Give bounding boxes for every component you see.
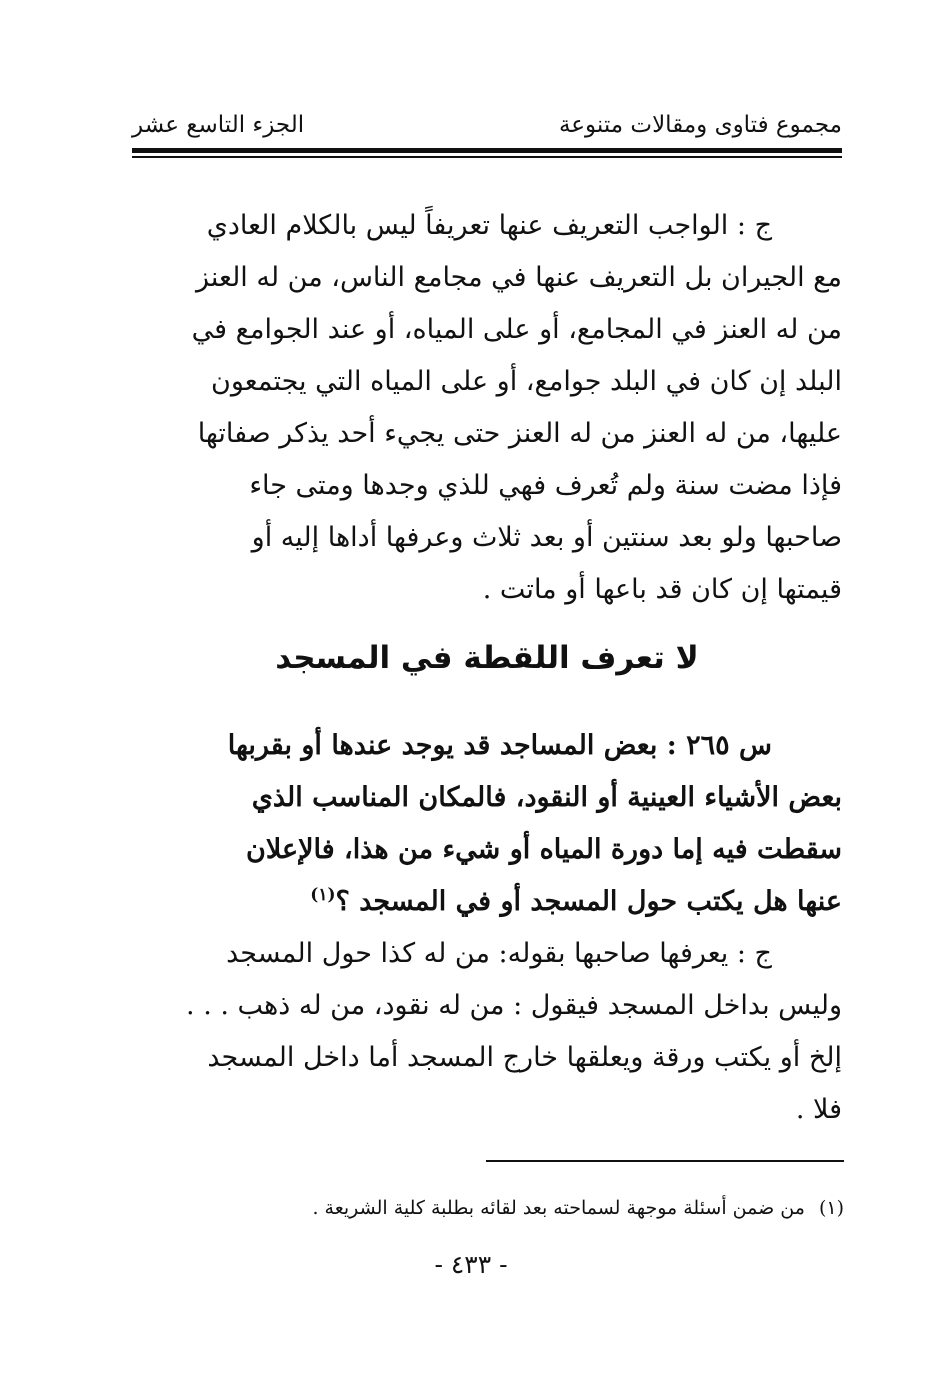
section-heading: لا تعرف اللقطة في المسجد — [275, 640, 699, 676]
page-number: - ٤٣٣ - — [434, 1250, 508, 1279]
footnote-number: (١) — [818, 1197, 844, 1219]
text-line: وليس بداخل المسجد فيقول : من له نقود، من له ذهب . . . — [186, 990, 842, 1021]
text-line: ج : يعرفها صاحبها بقوله: من له كذا حول المسجد — [226, 938, 772, 969]
text-line: من له العنز في المجامع، أو على المياه، أو عند الجوامع في — [191, 314, 842, 345]
book-title: مجموع فتاوى ومقالات متنوعة — [558, 112, 842, 138]
text-line: فلا . — [795, 1094, 842, 1125]
text-line: البلد إن كان في البلد جوامع، أو على المياه التي يجتمعون — [211, 366, 842, 397]
text-segment: عنها هل يكتب حول المسجد أو في المسجد ؟ — [335, 886, 842, 917]
text-line: مع الجيران بل التعريف عنها في مجامع الناس، من له العنز — [196, 262, 842, 293]
running-header — [132, 108, 842, 144]
header-rule-thick — [132, 148, 842, 153]
text-line: قيمتها إن كان قد باعها أو ماتت . — [482, 574, 842, 605]
text-line: بعض الأشياء العينية أو النقود، فالمكان المناسب الذي — [251, 782, 842, 813]
footnote-reference: (١) — [310, 885, 336, 905]
text-line: س ٢٦٥ : بعض المساجد قد يوجد عندها أو بقربها — [227, 730, 772, 761]
footnote — [132, 1192, 844, 1224]
text-line: صاحبها ولو بعد سنتين أو بعد ثلاث وعرفها أداها إليه أو — [251, 522, 842, 553]
text-line: ج : الواجب التعريف عنها تعريفاً ليس بالكلام العادي — [206, 210, 772, 241]
footnote-separator — [486, 1160, 844, 1162]
text-line: إلخ أو يكتب ورقة ويعلقها خارج المسجد أما داخل المسجد — [207, 1042, 842, 1073]
footnote-text: من ضمن أسئلة موجهة لسماحته بعد لقائه بطلبة كلية الشريعة . — [312, 1197, 805, 1219]
answer-paragraph-1 — [132, 200, 842, 616]
question-paragraph — [132, 720, 842, 928]
text-line: فإذا مضت سنة ولم تُعرف فهي للذي وجدها ومتى جاء — [249, 470, 842, 501]
text-line: سقطت فيه إما دورة المياه أو شيء من هذا، فالإعلان — [246, 834, 842, 865]
answer-paragraph-2 — [132, 928, 842, 1136]
text-line-with-footnote — [132, 876, 842, 928]
text-line: عليها، من له العنز من له العنز حتى يجيء أحد يذكر صفاتها — [197, 418, 842, 449]
part-title: الجزء التاسع عشر — [132, 112, 305, 138]
header-rule-thin — [132, 156, 842, 158]
